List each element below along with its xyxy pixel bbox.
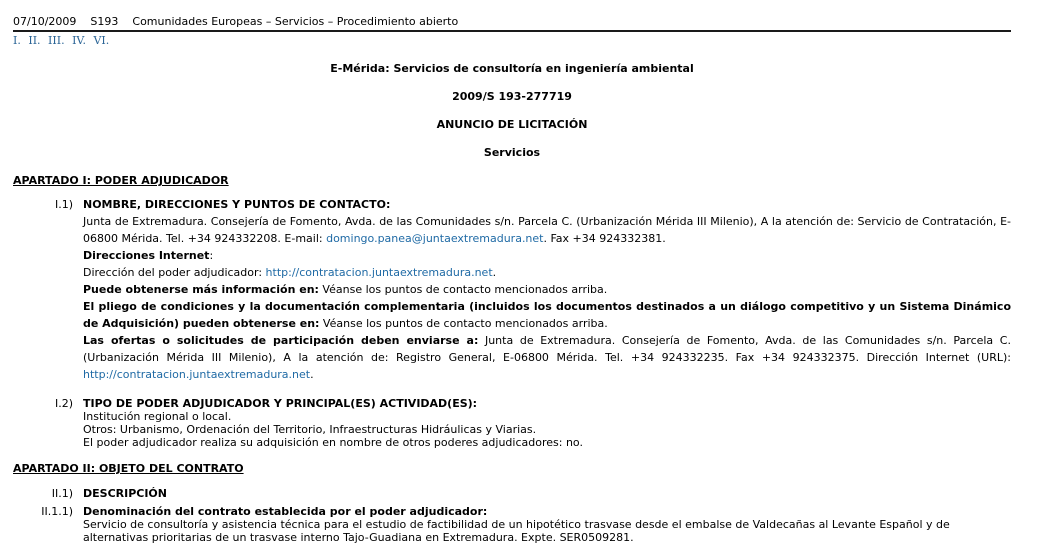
item-label: TIPO DE PODER ADJUDICADOR Y PRINCIPAL(ES) ACTIVIDAD(ES): xyxy=(83,397,478,410)
item-body xyxy=(83,505,1011,544)
item-label: NOMBRE, DIRECCIONES Y PUNTOS DE CONTACTO: xyxy=(83,198,391,211)
nav-link-vi[interactable]: VI. xyxy=(93,34,110,47)
contact-email-link[interactable]: domingo.panea@juntaextremadura.net xyxy=(326,232,544,245)
page-header xyxy=(13,13,1011,49)
item-body xyxy=(83,196,1011,383)
item-label: DESCRIPCIÓN xyxy=(83,487,167,500)
header-line xyxy=(13,13,1011,30)
offers-info: Las ofertas o solicitudes de participación deben enviarse a: Junta de Extremadura. Consejería de Fomento, Avda. de las Comunidades s/n. Parcela C. (Urbanización Mérida III Milenio), A la atención de: Registro General, E-06800 Mérida. Tel. +34 924332235. Fax +34 924332375. Dirección Internet (URL): http://contratacion.juntaextremadura.net. xyxy=(83,334,1011,381)
buyer-address: Dirección del poder adjudicador: http://contratacion.juntaextremadura.net. xyxy=(83,266,497,279)
item-label: Denominación del contrato establecida por el poder adjudicador: xyxy=(83,505,488,518)
notice-title: E-Mérida: Servicios de consultoría en ingeniería ambiental xyxy=(330,62,694,75)
item-number: II.1) xyxy=(51,487,73,500)
authority-type: Institución regional o local. xyxy=(83,410,232,423)
nav-link-iii[interactable]: III. xyxy=(48,34,65,47)
item-body xyxy=(83,397,1011,449)
offers-url-link[interactable]: http://contratacion.juntaextremadura.net xyxy=(83,368,311,381)
more-info: Puede obtenerse más información en: Véanse los puntos de contacto mencionados arriba. xyxy=(83,283,608,296)
buyer-url-link[interactable]: http://contratacion.juntaextremadura.net xyxy=(265,266,493,279)
header-series: S193 xyxy=(90,15,119,28)
item-number: II.1.1) xyxy=(41,505,73,518)
authority-on-behalf: El poder adjudicador realiza su adquisición en nombre de otros poderes adjudicadores: no. xyxy=(83,436,583,449)
notice-reference: 2009/S 193-277719 xyxy=(452,90,572,103)
notice-type-heading: ANUNCIO DE LICITACIÓN xyxy=(436,118,588,131)
section-heading-ii: APARTADO II: OBJETO DEL CONTRATO xyxy=(13,462,244,475)
internet-heading: Direcciones Internet: xyxy=(83,249,214,262)
header-date: 07/10/2009 xyxy=(13,15,77,28)
nav-link-iv[interactable]: IV. xyxy=(72,34,86,47)
nav-link-ii[interactable]: II. xyxy=(28,34,41,47)
item-number: I.2) xyxy=(54,397,73,410)
nav-link-i[interactable]: I. xyxy=(13,34,21,47)
contract-type: Servicios xyxy=(483,146,541,159)
authority-activity: Otros: Urbanismo, Ordenación del Territorio, Infraestructuras Hidráulicas y Viarias. xyxy=(83,423,537,436)
section-heading-i: APARTADO I: PODER ADJUDICADOR xyxy=(13,174,229,187)
contract-title-text: Servicio de consultoría y asistencia técnica para el estudio de factibilidad de un hipotético trasvase desde el embalse de Valdecañas al Levante Español y de alternativas prioritarias de un trasvase interno Tajo-Guadiana en Extremadura. Expte. SER0509281. xyxy=(83,518,950,544)
item-number: I.1) xyxy=(54,198,73,211)
item-body xyxy=(83,485,1011,502)
documents-info: El pliego de condiciones y la documentación complementaria (incluidos los documentos destinados a un diálogo competitivo y un Sistema Dinámico de Adquisición) pueden obtenerse en: Véanse los puntos de contacto mencionados arriba. xyxy=(83,300,1011,330)
section-nav xyxy=(13,32,1011,49)
header-publication: Comunidades Europeas – Servicios – Procedimiento abierto xyxy=(132,15,459,28)
contact-address: Junta de Extremadura. Consejería de Fomento, Avda. de las Comunidades s/n. Parcela C. (Urbanización Mérida III Milenio), A la atención de: Servicio de Contratación, E-06800 Mérida. Tel. +34 924332208. E-mail: domingo.panea@juntaextremadura.net. Fax +34 924332381. xyxy=(83,215,1011,245)
